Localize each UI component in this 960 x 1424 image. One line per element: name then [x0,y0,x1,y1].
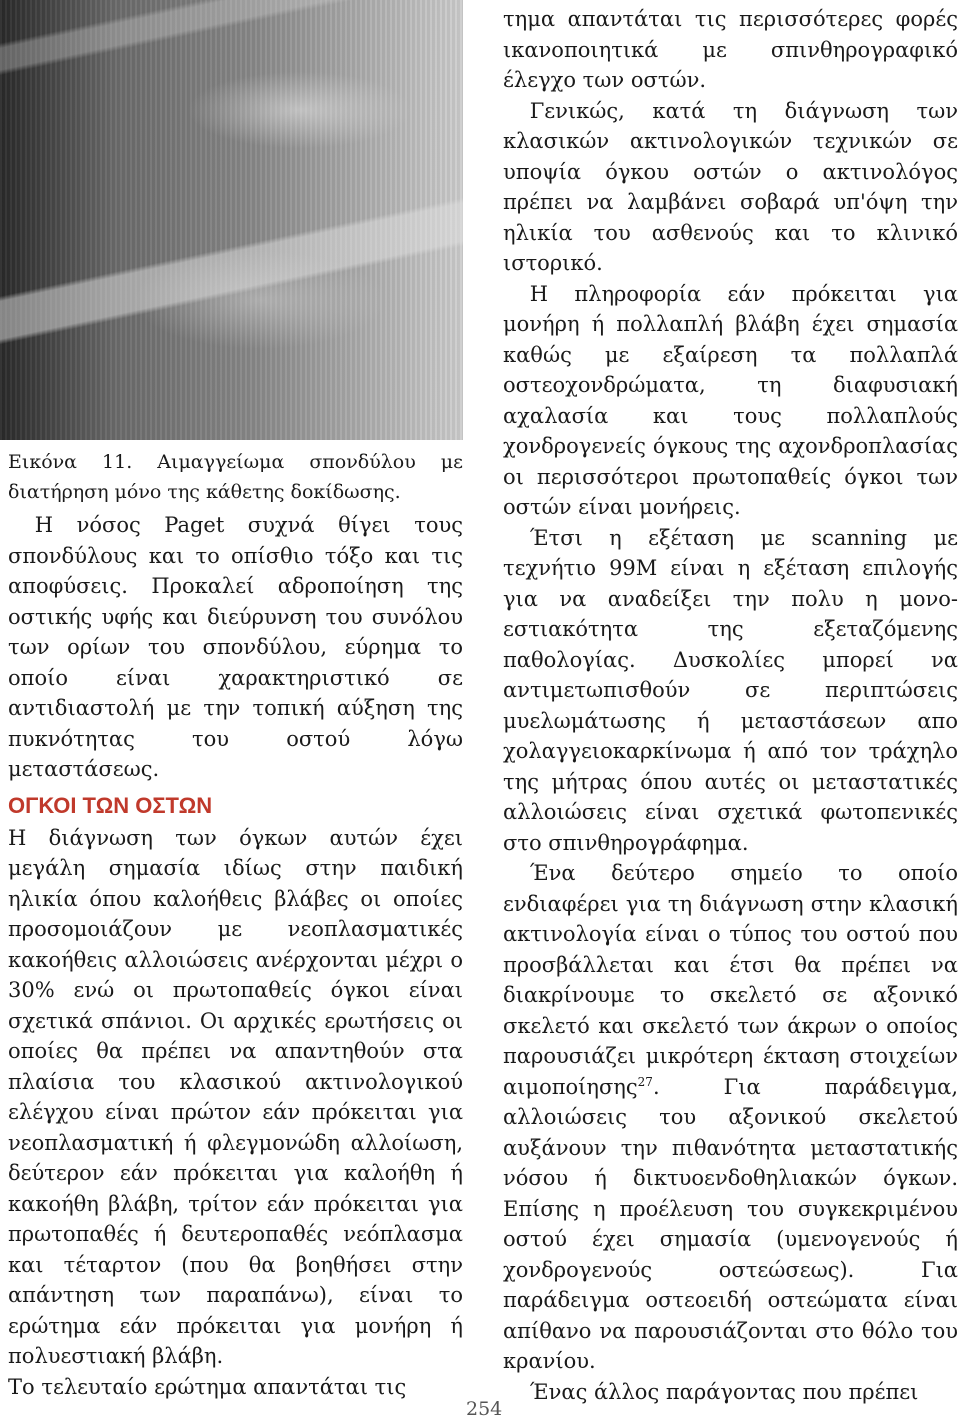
paragraph-another-factor: Ένας άλλος παράγοντας που πρέπει [529,1379,919,1404]
paragraph-scintigraphy: τημα απαντάται τις περισσότερες φορές ικανοποιητικά με σπινθηρογραφικό έλεγχο των οστών. [503,7,958,92]
paragraph-last-question: Το τελευταίο ερώτημα απαντάται τις [8,1374,407,1399]
paragraph-age-history: Γενικώς, κατά τη διάγνωση των κλασικών ακτινολογικών τεχνικών σε υποψία όγκου οστών ο ακτινολόγος πρέπει να λαμβάνει σοβαρά υπ'όψη την ηλικία του ασθενούς και το κλινικό ιστορικό. [503,98,958,275]
figure-caption: Εικόνα 11. Αιμαγγείωμα σπονδύλου με διατήρηση μόνο της κάθετης δοκίδωσης. [8,451,463,503]
paragraph-solitary-multiple: Η πληροφορία εάν πρόκειται για μονήρη ή πολλαπλή βλάβη έχει σημασία καθώς με εξαίρεση τα πολλαπλά οστεοχονδρώματα, τη διαφυσιακή αχαλασία και τους πολλαπλούς χονδρογενείς όγκους της αχονδροπλασίας οι περισσότεροι πρωτοπαθείς όγκοι των οστών είναι μονήρεις. [503,281,958,519]
paragraph-tumors: Η διάγνωση των όγκων αυτών έχει μεγάλη σημασία ιδίως στην παιδική ηλικία όπου καλοήθεις βλάβες οι οποίες προσομοιάζουν με νεοπλασματικές κακοήθεις αλλοιώσεις ανέρχονται μέχρι ο 30% ενώ οι πρωτοπαθείς όγκοι είναι σχετικά σπάνιοι. Οι αρχικές ερωτήσεις οι οποίες θα πρέπει να απαντηθούν στα πλαίσια του κλασικού ακτινολογικού ελέγχου είναι πρώτον εάν πρόκειται για νεοπλασματική ή φλεγμονώδη αλλοίωση, δεύτερον εάν πρόκειται για καλοήθη ή κακοήθη βλάβη, τρίτον εάν πρόκειται για πρωτοπαθές ή δευτεροπαθές νεόπλασμα και τέταρτον (που θα βοηθήσει στην απάντηση των παραπάνω), είναι το ερώτημα εάν πρόκειται για μονήρη ή πολυεστιακή βλάβη. [8,825,463,1368]
paragraph-paget: Η νόσος Paget συχνά θίγει τους σπονδύλους και το οπίσθιο τόξο και τις αποφύσεις. Προκαλεί αδροποίηση της οστικής υφής και διεύρυνση του συνόλου των ορίων του σπονδύλου, εύρημα το οποίο είναι χαρακτηριστικό σε αντιδιαστολή με την τοπική αύξηση της πυκνότητας του οστού λόγω μεταστάσεως. [8,513,463,781]
paragraph-bone-type-text: Ένα δεύτερο σημείο το οποίο ενδιαφέρει για τη διάγνωση στην κλασική ακτινολογία είναι ο τύπος του οστού που προσβάλλεται και έτσι θα πρέπει να διακρίνουμε το σκελετό σε αξονικό σκελετό και σκελετό των άκρων ο οποίος παρουσιάζει μικρότερη έκταση στοιχείων αιμοποίησης [503,861,958,1099]
right-column [503,4,958,1407]
paragraph-bone-type [503,858,958,1377]
paragraph-bone-type-cont: . Για παράδειγμα, αλλοιώσεις του αξονικού σκελετού αυξάνουν την πιθανότητα μεταστατικής νόσου ή δικτυοενδοθηλιακών όγκων. Επίσης η προέλευση του συγκεκριμένου οστού έχει σημασία (υμενογενούς ή χονδρογενούς οστεώσεως). Για παράδειγμα οστεοειδή οστεώματα είναι απίθανο να παρουσιάζονται στο θόλο του κρανίου. [503,1074,958,1373]
paragraph-scanning: Έτσι η εξέταση με scanning με τεχνήτιο 99Μ είναι η εξέταση επιλογής για να αναδείξει την πολυ η μονο-εστιακότητα της εξεταζόμενης παθολογίας. Δυσκολίες μπορεί να αντιμετωπισθούν σε περιπτώσεις μυελωμάτωσης ή μεταστάσεων απο χολαγγειοκαρκίνωμα ή από τον τράχηλο της μήτρας όπου αυτές οι μεταστατικές αλλοιώσεις είναι σχετικά φωτοπενικές στο σπινθηρογράφημα. [503,525,958,855]
reference-number: 27 [637,1074,653,1089]
left-column [8,510,463,1402]
page-number: 254 [466,1398,503,1420]
section-heading: ΟΓΚΟΙ ΤΩΝ ΟΣΤΩΝ [8,792,213,818]
spine-xray-image [0,0,463,440]
